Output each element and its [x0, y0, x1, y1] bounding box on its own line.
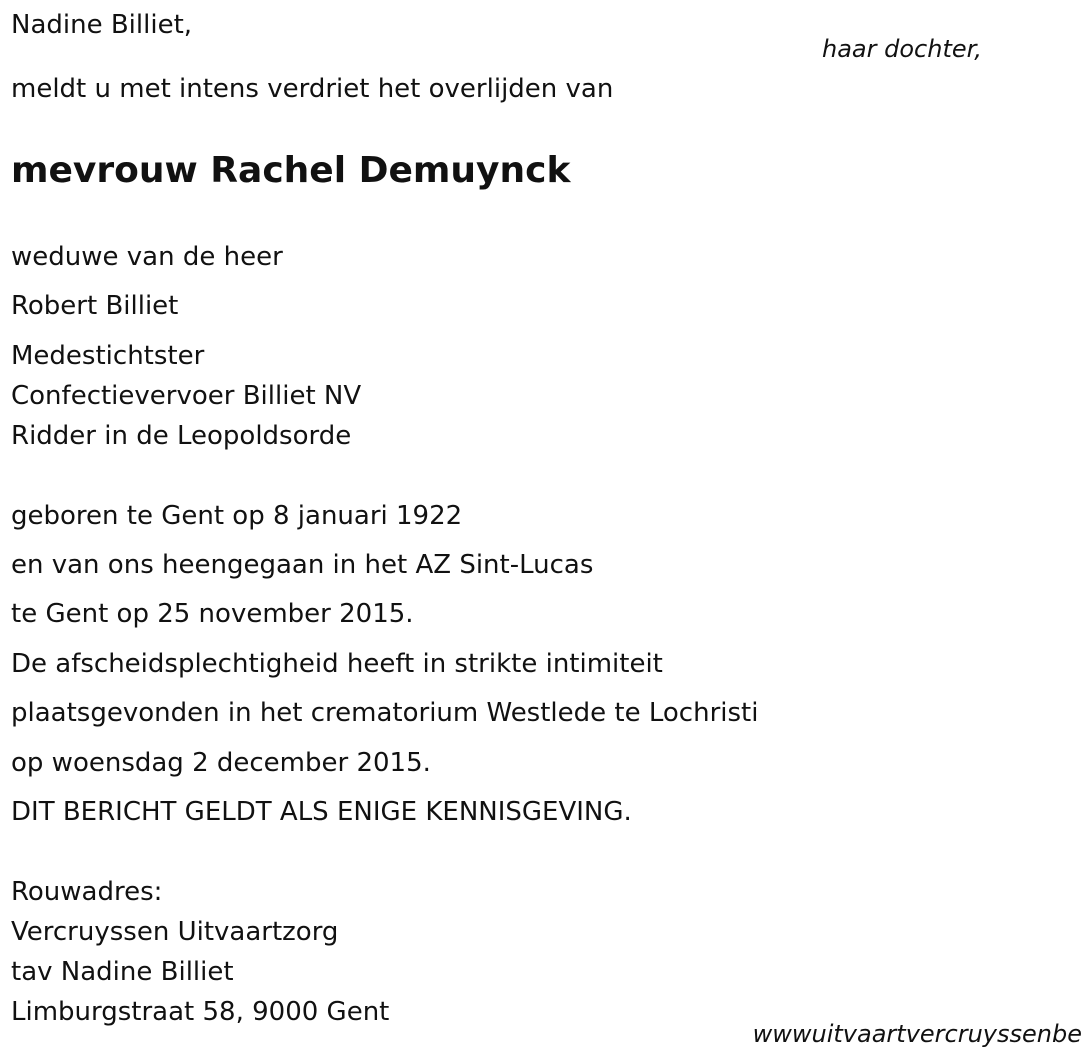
announcement-text: meldt u met intens verdriet het overlijden van — [11, 74, 614, 104]
title-line: Ridder in de Leopoldsorde — [11, 421, 352, 451]
sender-relation: haar dochter, — [822, 35, 982, 63]
address-line: Limburgstraat 58, 9000 Gent — [11, 997, 390, 1027]
title-line: Medestichtster — [11, 341, 205, 371]
sender-name: Nadine Billiet, — [11, 10, 193, 40]
detail-line: DIT BERICHT GELDT ALS ENIGE KENNISGEVING. — [11, 797, 632, 827]
address-line: tav Nadine Billiet — [11, 957, 234, 987]
detail-line: te Gent op 25 november 2015. — [11, 599, 414, 629]
detail-line: op woensdag 2 december 2015. — [11, 748, 431, 778]
address-line: Vercruyssen Uitvaartzorg — [11, 917, 339, 947]
deceased-name: mevrouw Rachel Demuynck — [11, 150, 571, 191]
detail-line: en van ons heengegaan in het AZ Sint-Lucas — [11, 550, 594, 580]
husband-name: Robert Billiet — [11, 291, 179, 321]
widow-of-text: weduwe van de heer — [11, 242, 283, 272]
detail-line: geboren te Gent op 8 januari 1922 — [11, 501, 463, 531]
detail-line: plaatsgevonden in het crematorium Westlede te Lochristi — [11, 698, 759, 728]
website-text: wwwuitvaartvercruyssenbe — [752, 1020, 1082, 1048]
detail-line: De afscheidsplechtigheid heeft in strikte intimiteit — [11, 649, 663, 679]
address-label: Rouwadres: — [11, 877, 163, 907]
title-line: Confectievervoer Billiet NV — [11, 381, 362, 411]
